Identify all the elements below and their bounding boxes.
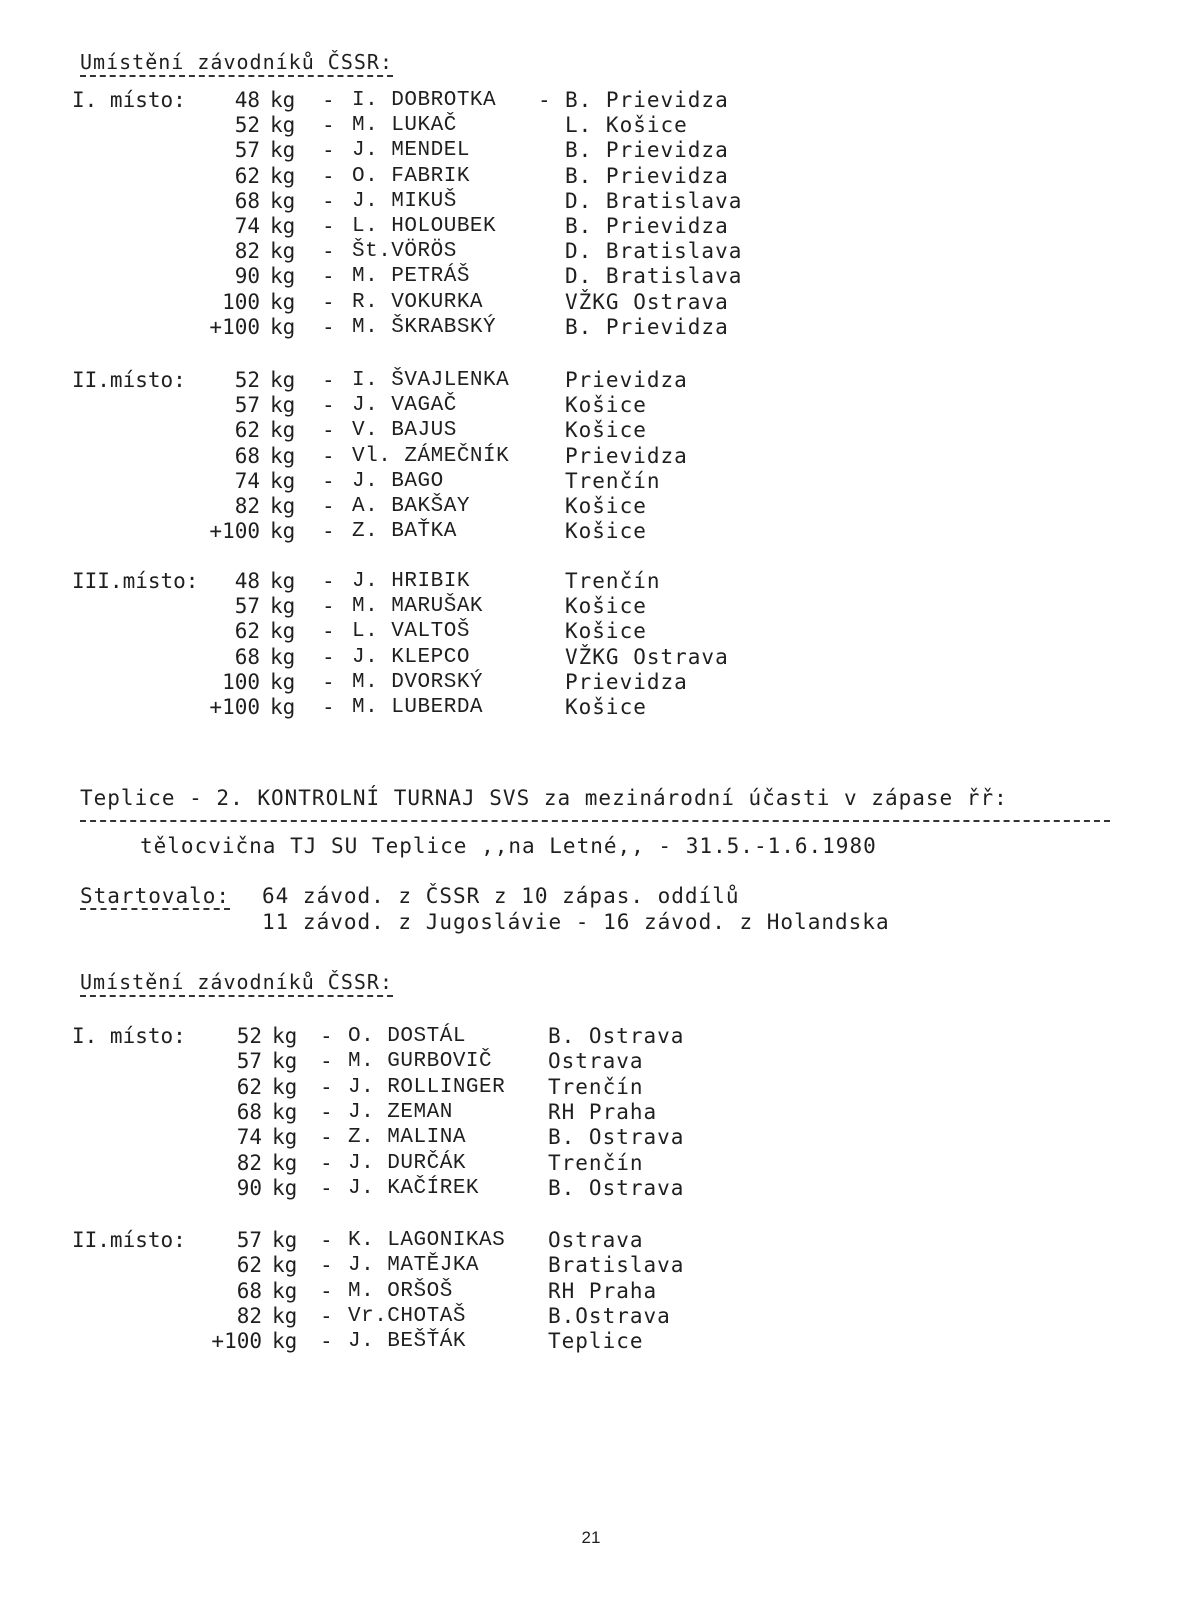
athlete-name: M. GURBOVIČ	[348, 1050, 493, 1074]
result-row	[0, 1125, 1182, 1150]
athlete-name: M. ŠKRABSKÝ	[352, 315, 497, 339]
tournament-venue: tělocvična TJ SU Teplice ,,na Letné,, - 31.5.-1.6.1980	[140, 834, 877, 858]
separator-dash: -	[322, 368, 335, 392]
athlete-name: J. ZEMAN	[348, 1100, 453, 1124]
weight-class: 62	[234, 163, 260, 188]
club-name: VŽKG Ostrava	[565, 289, 729, 314]
result-row	[0, 164, 1182, 189]
separator-dash: -	[322, 138, 335, 163]
separator-dash: -	[322, 163, 335, 188]
page-number: 21	[581, 1528, 601, 1547]
athlete-name: J. ROLLINGER	[348, 1075, 506, 1099]
separator-dash: -	[322, 289, 335, 314]
club-name: Košice	[565, 519, 647, 544]
started-label: Startovalo:	[80, 884, 231, 908]
club-name: B. Prievidza	[565, 214, 729, 238]
athlete-name: J. DURČÁK	[348, 1151, 466, 1175]
club-name: RH Praha	[548, 1099, 658, 1124]
weight-class: 68	[234, 188, 260, 213]
result-row	[0, 368, 1182, 393]
separator-dash: -	[320, 1074, 333, 1099]
result-row	[0, 1253, 1182, 1278]
weight-class: +100	[209, 314, 260, 339]
separator-dash: -	[322, 88, 335, 112]
weight-unit: kg	[272, 1278, 298, 1303]
separator-dash: -	[320, 1024, 333, 1048]
athlete-name: J. MENDEL	[352, 139, 470, 163]
weight-class: 57	[234, 393, 260, 418]
result-row	[0, 290, 1182, 315]
separator-dash: -	[322, 214, 335, 238]
club-name: B. Prievidza	[565, 314, 729, 339]
result-row	[0, 1329, 1182, 1354]
weight-unit: kg	[270, 264, 296, 289]
section1-heading: Umístění závodníků ČSSR:	[80, 50, 393, 77]
place-label: I. místo:	[72, 88, 186, 112]
weight-unit: kg	[272, 1024, 298, 1048]
weight-unit: kg	[270, 594, 296, 619]
weight-class: 90	[234, 264, 260, 289]
weight-unit: kg	[270, 519, 296, 544]
weight-class: 68	[234, 443, 260, 468]
weight-class: 68	[236, 1278, 262, 1303]
club-name: VŽKG Ostrava	[565, 644, 729, 669]
weight-class: 48	[234, 569, 260, 593]
place-label: I. místo:	[72, 1024, 186, 1048]
weight-unit: kg	[270, 393, 296, 418]
athlete-name: K. LAGONIKAS	[348, 1229, 506, 1252]
weight-class: 52	[234, 113, 260, 138]
athlete-name: M. ORŠOŠ	[348, 1279, 453, 1303]
weight-class: 57	[236, 1228, 262, 1252]
athlete-name: L. VALTOŠ	[352, 620, 470, 644]
result-row	[0, 1151, 1182, 1176]
athlete-name: J. HRIBIK	[352, 570, 470, 593]
athlete-name: J. BAGO	[352, 469, 444, 493]
result-row	[0, 113, 1182, 138]
weight-unit: kg	[270, 644, 296, 669]
club-name: B. Prievidza	[565, 138, 729, 163]
result-row	[0, 1075, 1182, 1100]
weight-unit: kg	[272, 1228, 298, 1252]
club-name: Prievidza	[565, 368, 688, 392]
separator-dash: -	[322, 443, 335, 468]
separator-dash: -	[322, 494, 335, 518]
place-label: III.místo:	[72, 569, 199, 593]
place-label: II.místo:	[72, 368, 186, 392]
club-name: B. Ostrava	[548, 1024, 685, 1048]
separator-dash: -	[320, 1099, 333, 1124]
result-row	[0, 619, 1182, 644]
result-row	[0, 695, 1182, 720]
athlete-name: J. MATĚJKA	[348, 1254, 480, 1278]
club-name: L. Košice	[565, 113, 688, 138]
result-row	[0, 418, 1182, 443]
athlete-name: J. MIKUŠ	[352, 189, 457, 213]
athlete-name: I. ŠVAJLENKA	[352, 369, 510, 392]
club-name: Trenčín	[548, 1074, 644, 1099]
athlete-name: Št.VÖRÖS	[352, 240, 457, 264]
athlete-name: R. VOKURKA	[352, 290, 484, 314]
separator-dash: -	[320, 1049, 333, 1074]
separator-dash: -	[320, 1278, 333, 1303]
result-row	[0, 214, 1182, 239]
result-row	[0, 569, 1182, 594]
club-name: Košice	[565, 393, 647, 418]
weight-class: 57	[236, 1049, 262, 1074]
result-row	[0, 444, 1182, 469]
weight-unit: kg	[270, 418, 296, 443]
weight-unit: kg	[272, 1303, 298, 1328]
club-name: B. Prievidza	[565, 163, 729, 188]
club-name: D. Bratislava	[565, 239, 743, 264]
weight-class: 57	[234, 138, 260, 163]
weight-unit: kg	[270, 468, 296, 493]
weight-class: +100	[209, 695, 260, 719]
weight-unit: kg	[272, 1150, 298, 1175]
club-name: B. Ostrava	[548, 1125, 685, 1150]
club-name: Prievidza	[565, 669, 688, 694]
weight-class: 62	[236, 1074, 262, 1099]
separator-dash: -	[322, 669, 335, 694]
result-row	[0, 1024, 1182, 1049]
club-name: Košice	[565, 619, 647, 644]
weight-unit: kg	[270, 695, 296, 719]
athlete-name: M. LUBERDA	[352, 696, 484, 719]
separator-dash: -	[322, 644, 335, 669]
weight-unit: kg	[270, 214, 296, 238]
result-row	[0, 670, 1182, 695]
result-row	[0, 1176, 1182, 1201]
weight-class: 62	[234, 418, 260, 443]
weight-class: 74	[234, 468, 260, 493]
separator-dash: -	[322, 594, 335, 619]
separator-dash: -	[320, 1329, 333, 1354]
weight-unit: kg	[272, 1125, 298, 1150]
started-line-2: 11 závod. z Jugoslávie - 16 závod. z Holandska	[262, 910, 890, 934]
separator-dash: -	[322, 468, 335, 493]
weight-class: 100	[222, 669, 260, 694]
weight-class: 90	[236, 1175, 262, 1200]
club-separator: -	[538, 88, 551, 112]
athlete-name: O. DOSTÁL	[348, 1025, 466, 1048]
tournament-title: Teplice - 2. KONTROLNÍ TURNAJ SVS za mezinárodní účasti v zápase řř:	[80, 786, 1008, 810]
result-row	[0, 494, 1182, 519]
result-row	[0, 1279, 1182, 1304]
weight-unit: kg	[272, 1074, 298, 1099]
result-row	[0, 315, 1182, 340]
separator-dash: -	[322, 569, 335, 593]
started-line-1: 64 závod. z ČSSR z 10 zápas. oddílů	[262, 884, 740, 908]
weight-unit: kg	[270, 368, 296, 392]
result-row	[0, 138, 1182, 163]
weight-class: 62	[236, 1253, 262, 1278]
tournament-title-rule	[80, 820, 1110, 822]
separator-dash: -	[322, 393, 335, 418]
separator-dash: -	[322, 239, 335, 264]
weight-unit: kg	[270, 239, 296, 264]
result-row	[0, 1228, 1182, 1253]
athlete-name: M. MARUŠAK	[352, 595, 484, 619]
result-row	[0, 1100, 1182, 1125]
separator-dash: -	[322, 264, 335, 289]
weight-unit: kg	[270, 669, 296, 694]
club-name: Trenčín	[565, 468, 661, 493]
athlete-name: M. PETRÁŠ	[352, 265, 470, 289]
athlete-name: Z. MALINA	[348, 1126, 466, 1150]
weight-class: 68	[236, 1099, 262, 1124]
result-row	[0, 645, 1182, 670]
separator-dash: -	[320, 1228, 333, 1252]
weight-class: 74	[236, 1125, 262, 1150]
weight-class: 68	[234, 644, 260, 669]
result-row	[0, 519, 1182, 544]
athlete-name: Z. BAŤKA	[352, 520, 457, 544]
club-name: B. Ostrava	[548, 1175, 685, 1200]
weight-unit: kg	[270, 494, 296, 518]
club-name: Prievidza	[565, 443, 688, 468]
weight-unit: kg	[270, 88, 296, 112]
result-row	[0, 393, 1182, 418]
club-name: Košice	[565, 695, 647, 719]
club-name: Teplice	[548, 1329, 644, 1354]
separator-dash: -	[322, 695, 335, 719]
club-name: D. Bratislava	[565, 188, 743, 213]
weight-class: 82	[236, 1303, 262, 1328]
weight-unit: kg	[270, 163, 296, 188]
separator-dash: -	[322, 113, 335, 138]
club-name: B. Prievidza	[565, 88, 729, 112]
result-row	[0, 239, 1182, 264]
club-name: Ostrava	[548, 1228, 644, 1252]
weight-unit: kg	[272, 1253, 298, 1278]
athlete-name: M. DVORSKÝ	[352, 670, 484, 694]
club-name: Košice	[565, 594, 647, 619]
athlete-name: I. DOBROTKA	[352, 89, 497, 112]
separator-dash: -	[320, 1175, 333, 1200]
athlete-name: J. VAGAČ	[352, 394, 457, 418]
separator-dash: -	[320, 1253, 333, 1278]
result-row	[0, 469, 1182, 494]
club-name: B.Ostrava	[548, 1303, 671, 1328]
result-row	[0, 264, 1182, 289]
weight-unit: kg	[272, 1099, 298, 1124]
separator-dash: -	[322, 188, 335, 213]
separator-dash: -	[322, 314, 335, 339]
section2-heading: Umístění závodníků ČSSR:	[80, 970, 393, 997]
weight-unit: kg	[270, 443, 296, 468]
separator-dash: -	[322, 418, 335, 443]
weight-class: 57	[234, 594, 260, 619]
weight-class: 52	[234, 368, 260, 392]
weight-unit: kg	[270, 289, 296, 314]
weight-class: 52	[236, 1024, 262, 1048]
athlete-name: O. FABRIK	[352, 164, 470, 188]
athlete-name: J. KLEPCO	[352, 645, 470, 669]
athlete-name: V. BAJUS	[352, 419, 457, 443]
weight-unit: kg	[270, 314, 296, 339]
weight-class: +100	[209, 519, 260, 544]
separator-dash: -	[320, 1125, 333, 1150]
weight-class: 82	[234, 494, 260, 518]
athlete-name: Vl. ZÁMEČNÍK	[352, 444, 510, 468]
separator-dash: -	[320, 1303, 333, 1328]
result-row	[0, 1049, 1182, 1074]
athlete-name: A. BAKŠAY	[352, 495, 470, 518]
result-row	[0, 1304, 1182, 1329]
weight-class: 82	[234, 239, 260, 264]
weight-class: 48	[234, 88, 260, 112]
weight-unit: kg	[270, 188, 296, 213]
club-name: RH Praha	[548, 1278, 658, 1303]
separator-dash: -	[322, 619, 335, 644]
club-name: Košice	[565, 494, 647, 518]
weight-unit: kg	[272, 1329, 298, 1354]
weight-class: 62	[234, 619, 260, 644]
result-row	[0, 88, 1182, 113]
weight-class: 82	[236, 1150, 262, 1175]
place-label: II.místo:	[72, 1228, 186, 1252]
weight-unit: kg	[270, 619, 296, 644]
club-name: Trenčín	[548, 1150, 644, 1175]
weight-class: 74	[234, 214, 260, 238]
separator-dash: -	[322, 519, 335, 544]
club-name: Bratislava	[548, 1253, 685, 1278]
athlete-name: L. HOLOUBEK	[352, 215, 497, 238]
result-row	[0, 189, 1182, 214]
club-name: Košice	[565, 418, 647, 443]
club-name: Trenčín	[565, 569, 661, 593]
weight-class: 100	[222, 289, 260, 314]
result-row	[0, 594, 1182, 619]
weight-unit: kg	[270, 113, 296, 138]
separator-dash: -	[320, 1150, 333, 1175]
weight-unit: kg	[270, 138, 296, 163]
athlete-name: J. KAČÍREK	[348, 1176, 480, 1200]
weight-unit: kg	[272, 1049, 298, 1074]
club-name: Ostrava	[548, 1049, 644, 1074]
weight-unit: kg	[270, 569, 296, 593]
weight-class: +100	[211, 1329, 262, 1354]
weight-unit: kg	[272, 1175, 298, 1200]
athlete-name: M. LUKAČ	[352, 114, 457, 138]
athlete-name: Vr.CHOTAŠ	[348, 1304, 466, 1328]
athlete-name: J. BEŠŤÁK	[348, 1330, 466, 1354]
club-name: D. Bratislava	[565, 264, 743, 289]
